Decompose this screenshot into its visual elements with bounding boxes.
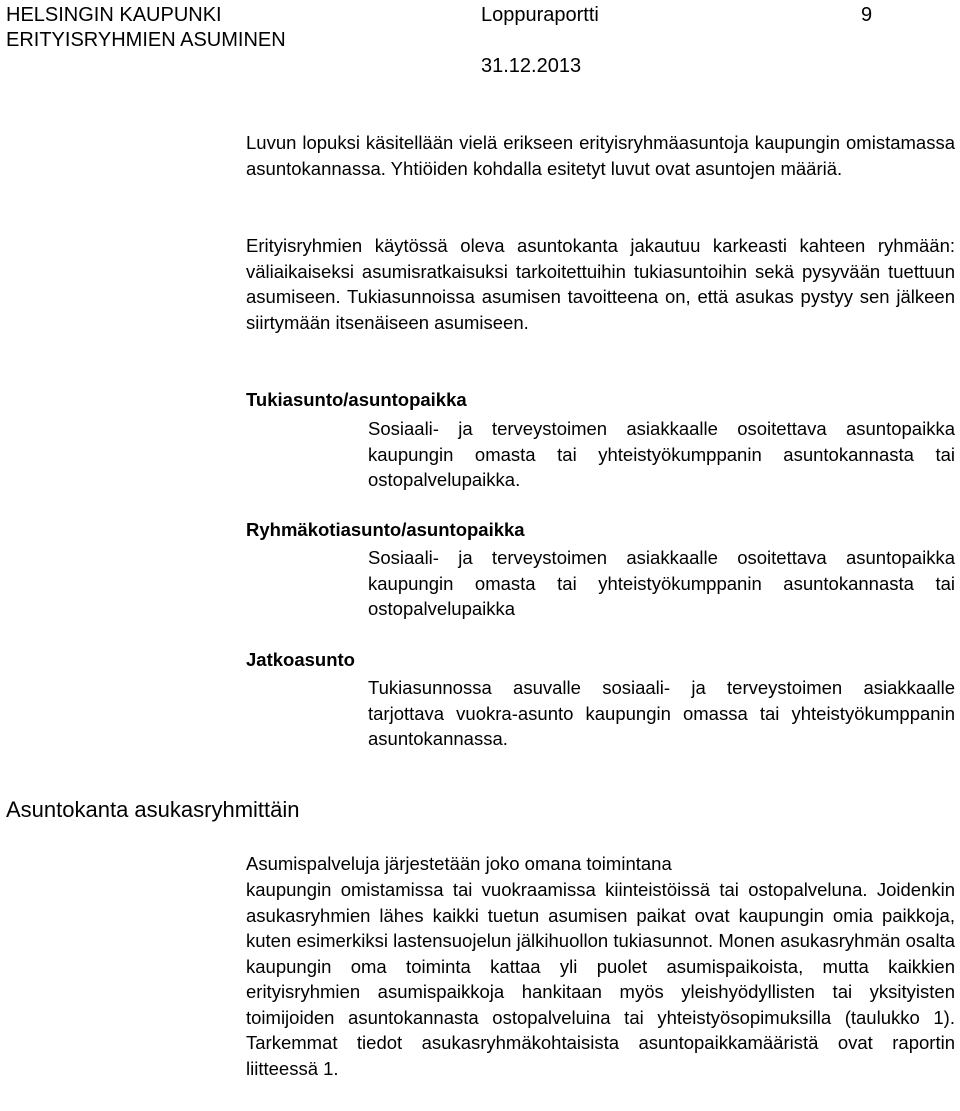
- section-paragraph: kaupungin omistamissa tai vuokraamissa kiinteistöissä tai ostopalveluna. Joidenkin asukasryhmien lähes kaikki tuetun asumisen paikat ovat kaupungin omia paikkoja, kuten esimerkiksi lastensuojelun jälkihuollon tukiasunnot. Monen asukasryhmän osalta kaupungin oma toiminta kattaa yli puolet asumispaikoista, mutta kaikkien erityisryhmien asumispaikkoja hankitaan myös yleishyödyllisten tai yksityisten toimijoiden asuntokannasta ostopalveluina tai yhteistyösopimuksilla (taulukko 1). Tarkemmat tiedot asukasryhmäkohtaisista asuntopaikkamääristä ovat raportin liitteessä 1.: [246, 879, 955, 1079]
- section-first-line: Asumispalveluja järjestetään joko omana toimintana: [246, 853, 672, 874]
- section-heading: Asuntokanta asukasryhmittäin: [6, 797, 300, 822]
- report-date: 31.12.2013: [481, 55, 582, 77]
- intro-paragraph-1: Luvun lopuksi käsitellään vielä erikseen erityisryhmäasuntoja kaupungin omistamassa asuntokannassa. Yhtiöiden kohdalla esitetyt luvut ovat asuntojen määriä.: [246, 132, 955, 179]
- report-title: Loppuraportti: [481, 4, 599, 26]
- org-name: HELSINGIN KAUPUNKI: [6, 4, 222, 26]
- intro-paragraph-2: Erityisryhmien käytössä oleva asuntokanta jakautuu karkeasti kahteen ryhmään: väliaikaiseksi asumisratkaisuksi tarkoitettuihin tukiasuntoihin sekä pysyvään tuettuun asumiseen. Tukiasunnoissa asumisen tavoitteena on, että asukas pystyy sen jälkeen siirtymään itsenäiseen asumiseen.: [246, 235, 955, 333]
- department-name: ERITYISRYHMIEN ASUMINEN: [6, 29, 286, 51]
- definition-description-ryhmakotiasunto: Sosiaali- ja terveystoimen asiakkaalle osoitettava asuntopaikka kaupungin omasta tai yhteistyökumppanin asuntokannasta tai ostopalvelupaikka: [368, 547, 955, 619]
- definition-term-ryhmakotiasunto: Ryhmäkotiasunto/asuntopaikka: [246, 519, 525, 540]
- page-number: 9: [861, 4, 873, 26]
- definition-description-tukiasunto: Sosiaali- ja terveystoimen asiakkaalle osoitettava asuntopaikka kaupungin omasta tai yhteistyökumppanin asuntokannasta tai ostopalvelupaikka.: [368, 418, 955, 490]
- definition-description-jatkoasunto: Tukiasunnossa asuvalle sosiaali- ja terveystoimen asiakkaalle tarjottava vuokra-asunto kaupungin omassa tai yhteistyökumppanin asuntokannassa.: [368, 677, 955, 749]
- definition-term-tukiasunto: Tukiasunto/asuntopaikka: [246, 389, 467, 410]
- definition-term-jatkoasunto: Jatkoasunto: [246, 649, 355, 670]
